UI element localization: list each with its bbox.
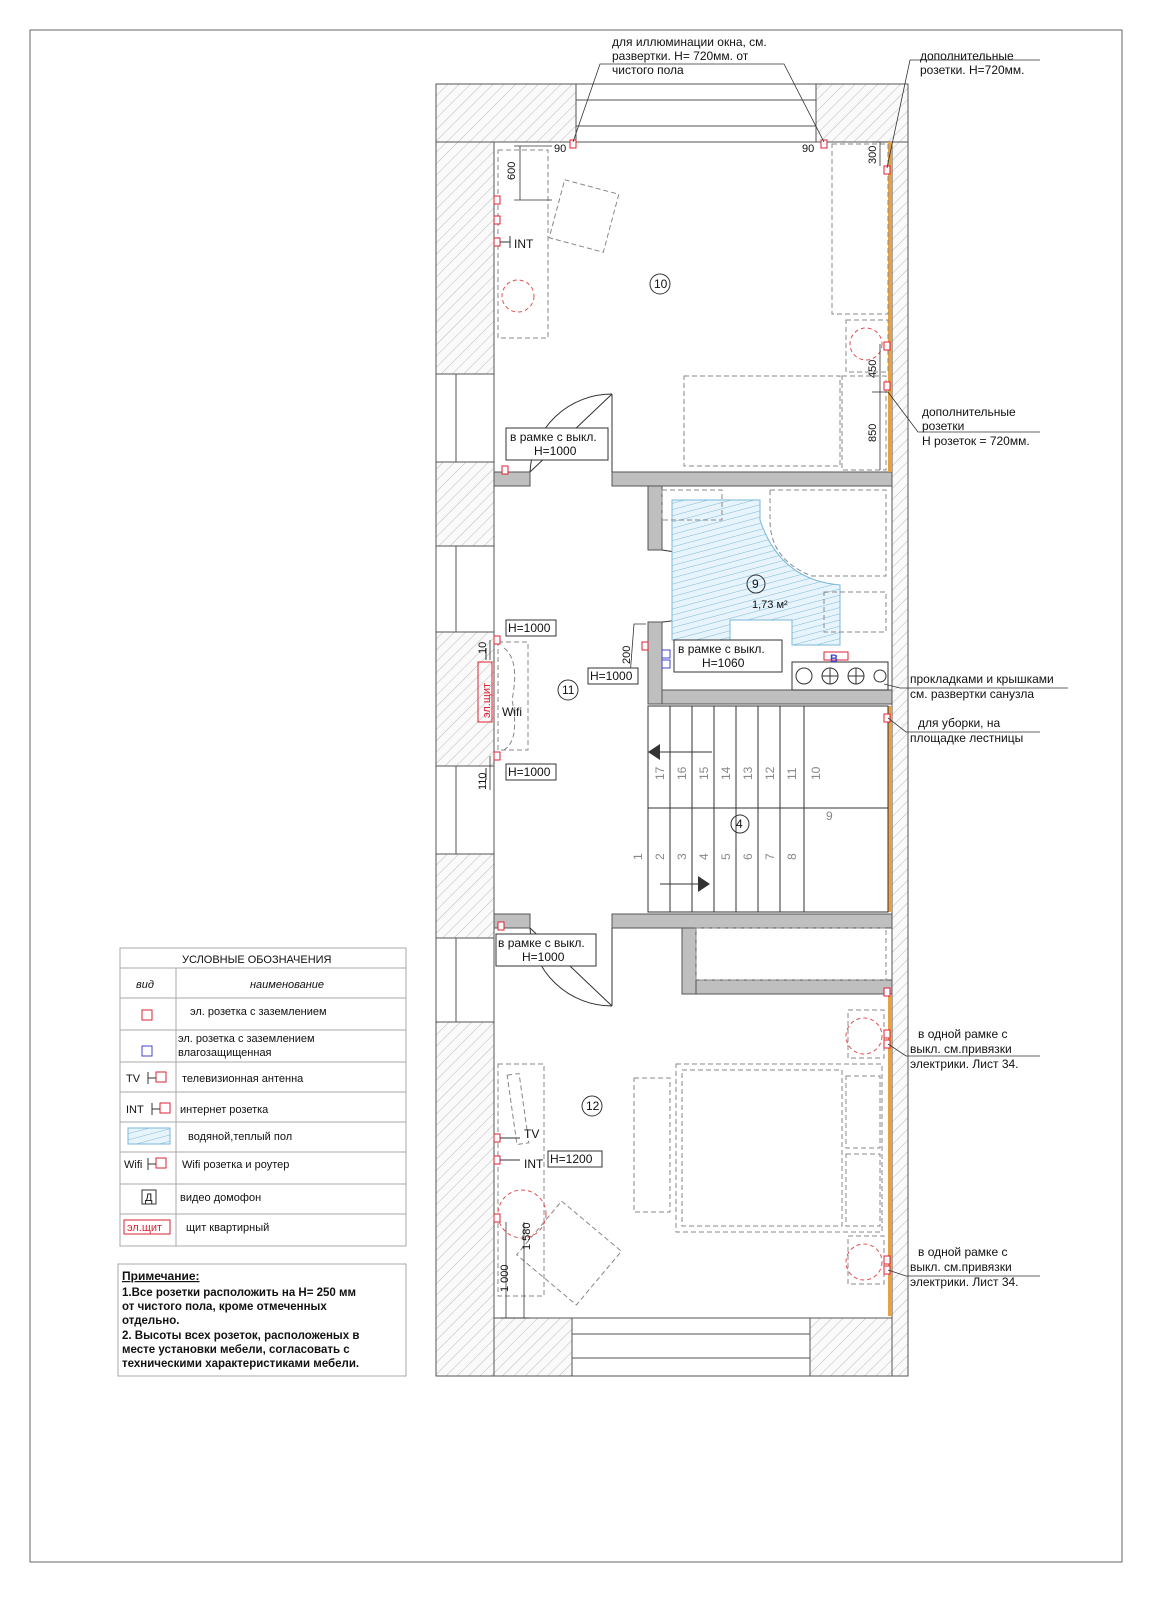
legend-row-symbol: Д [145, 1192, 153, 1204]
frame-h1000-b: Н=1000 [508, 765, 551, 779]
stair-landing: 9 [826, 809, 833, 823]
room-number-11: 11 [562, 683, 575, 697]
legend-col-view: вид [136, 979, 154, 991]
legend-int-icon [160, 1103, 170, 1113]
dim-600: 600 [506, 161, 518, 180]
note-line: 1.Все розетки расположить на Н= 250 мм [122, 1287, 357, 1299]
note-extra-mid-1: дополнительные [922, 405, 1016, 419]
dimension-lines [490, 142, 888, 1318]
note-frame1-1: в одной рамке с [918, 1027, 1008, 1041]
frame-bath-1: в рамке с выкл. [678, 642, 765, 656]
stair-step: 13 [741, 766, 755, 780]
legend-row-name: щит квартирный [186, 1222, 270, 1234]
heated-floor-area [672, 500, 840, 645]
note-frame2-1: в одной рамке с [918, 1245, 1008, 1259]
legend-wifi-icon [156, 1158, 166, 1168]
wardrobe-outline [504, 648, 515, 750]
note-box [118, 1264, 406, 1376]
note-line: месте установки мебели, согласовать с [122, 1344, 350, 1356]
legend-row-name: Wifi розетка и роутер [182, 1159, 290, 1171]
dim-200: 200 [621, 645, 633, 664]
dim-1000: 1 000 [499, 1264, 511, 1292]
label-int-top: INT [514, 237, 534, 251]
note-line: отдельно. [122, 1315, 180, 1327]
legend-wet-socket-icon [142, 1046, 152, 1056]
dim-300: 300 [867, 145, 879, 164]
stair-step: 5 [719, 853, 733, 860]
staircase [648, 706, 888, 912]
note-line: техническими характеристиками мебели. [122, 1358, 360, 1370]
label-wifi: Wifi [502, 705, 522, 719]
legend-socket-icon [142, 1010, 152, 1020]
legend-row-name: эл. розетка с заземлением влагозащищенная [178, 1033, 315, 1059]
legend-row-symbol: INT [126, 1104, 144, 1116]
label-valve: B [830, 653, 838, 665]
stair-step: 8 [785, 853, 799, 860]
frame-room12-2: Н=1000 [522, 950, 565, 964]
stair-step: 10 [809, 766, 823, 780]
stair-step: 1 [631, 853, 645, 860]
dim-10: 10 [477, 641, 489, 654]
note-window-illum-2: развертки. Н= 720мм. от [612, 49, 749, 63]
frame-h1000-c: Н=1000 [590, 669, 633, 683]
frame-room12-1: в рамке с выкл. [498, 936, 585, 950]
stair-step: 16 [675, 766, 689, 780]
dim-110: 110 [477, 772, 489, 790]
note-extra-mid-3: Н розеток = 720мм. [922, 434, 1030, 448]
legend-col-name: наименование [250, 979, 325, 991]
note-frame2-2: выкл. см.привязки [910, 1260, 1012, 1274]
interior-walls [494, 142, 892, 1316]
legend-row-name: эл. розетка с заземлением [190, 1006, 327, 1018]
note-line: от чистого пола, кроме отмеченных [122, 1301, 327, 1313]
note-extra-top-2: розетки. Н=720мм. [920, 63, 1025, 77]
note-frame1-3: электрики. Лист 34. [910, 1057, 1019, 1071]
legend-table [120, 948, 406, 1246]
label-tv: TV [524, 1127, 540, 1141]
frame-room10-2: Н=1000 [534, 444, 577, 458]
note-cleaning-1: для уборки, на [918, 716, 1001, 730]
room-area-9: 1,73 м² [752, 599, 788, 611]
label-int-bottom: INT [524, 1157, 544, 1171]
stair-step: 15 [697, 766, 711, 780]
legend-row-name: телевизионная антенна [182, 1073, 304, 1085]
note-line: 2. Высоты всех розеток, расположеных в [122, 1330, 360, 1342]
stair-step: 11 [785, 767, 799, 780]
dim-1580: 1 580 [521, 1222, 533, 1250]
room-number-4: 4 [736, 817, 743, 831]
stair-step: 12 [763, 766, 777, 780]
note-heading: Примечание: [122, 1269, 200, 1283]
legend-title: УСЛОВНЫЕ ОБОЗНАЧЕНИЯ [182, 954, 332, 966]
legend-row-symbol: Wifi [124, 1159, 143, 1171]
frame-bath-2: Н=1060 [702, 656, 745, 670]
note-extra-top-1: дополнительные [920, 49, 1014, 63]
dim-90-left: 90 [554, 143, 567, 155]
stair-step: 17 [653, 766, 667, 780]
bath-fixtures [792, 652, 888, 690]
note-bath-1: прокладками и крышками [910, 672, 1054, 686]
note-extra-mid-2: розетки [922, 419, 965, 433]
outer-walls [436, 84, 908, 1376]
stair-step: 4 [697, 853, 711, 860]
stair-step: 3 [675, 853, 689, 860]
note-window-illum-3: чистого пола [612, 63, 684, 77]
room-number-12: 12 [586, 1099, 600, 1113]
frame-room10-1: в рамке с выкл. [510, 430, 597, 444]
room-number-9: 9 [752, 577, 759, 591]
note-window-illum-1: для иллюминации окна, см. [612, 35, 767, 49]
stair-step: 6 [741, 853, 755, 860]
legend-row-symbol: TV [126, 1073, 141, 1085]
dim-90-right: 90 [802, 143, 815, 155]
note-frame2-3: электрики. Лист 34. [910, 1275, 1019, 1289]
dim-850: 850 [867, 423, 879, 442]
furniture-outlines [498, 144, 888, 1305]
stair-step: 14 [719, 766, 733, 780]
label-panel: эл.щит [481, 682, 493, 718]
legend-row-name: интернет розетка [180, 1104, 269, 1116]
note-frame1-2: выкл. см.привязки [910, 1042, 1012, 1056]
legend-heated-floor-icon [128, 1128, 170, 1144]
legend-row-name: видео домофон [180, 1192, 262, 1204]
frame-h1000-a: Н=1000 [508, 621, 551, 635]
legend-row-symbol: эл.щит [127, 1222, 163, 1234]
frame-h1200: Н=1200 [550, 1152, 593, 1166]
dim-450: 450 [867, 359, 879, 378]
stair-step: 7 [763, 853, 777, 860]
room-number-10: 10 [654, 277, 668, 291]
legend-tv-icon [156, 1072, 166, 1082]
stair-step: 2 [653, 853, 667, 860]
legend-row-name: водяной,теплый пол [188, 1131, 293, 1143]
note-bath-2: см. развертки санузла [910, 687, 1035, 701]
note-cleaning-2: площадке лестницы [910, 731, 1024, 745]
